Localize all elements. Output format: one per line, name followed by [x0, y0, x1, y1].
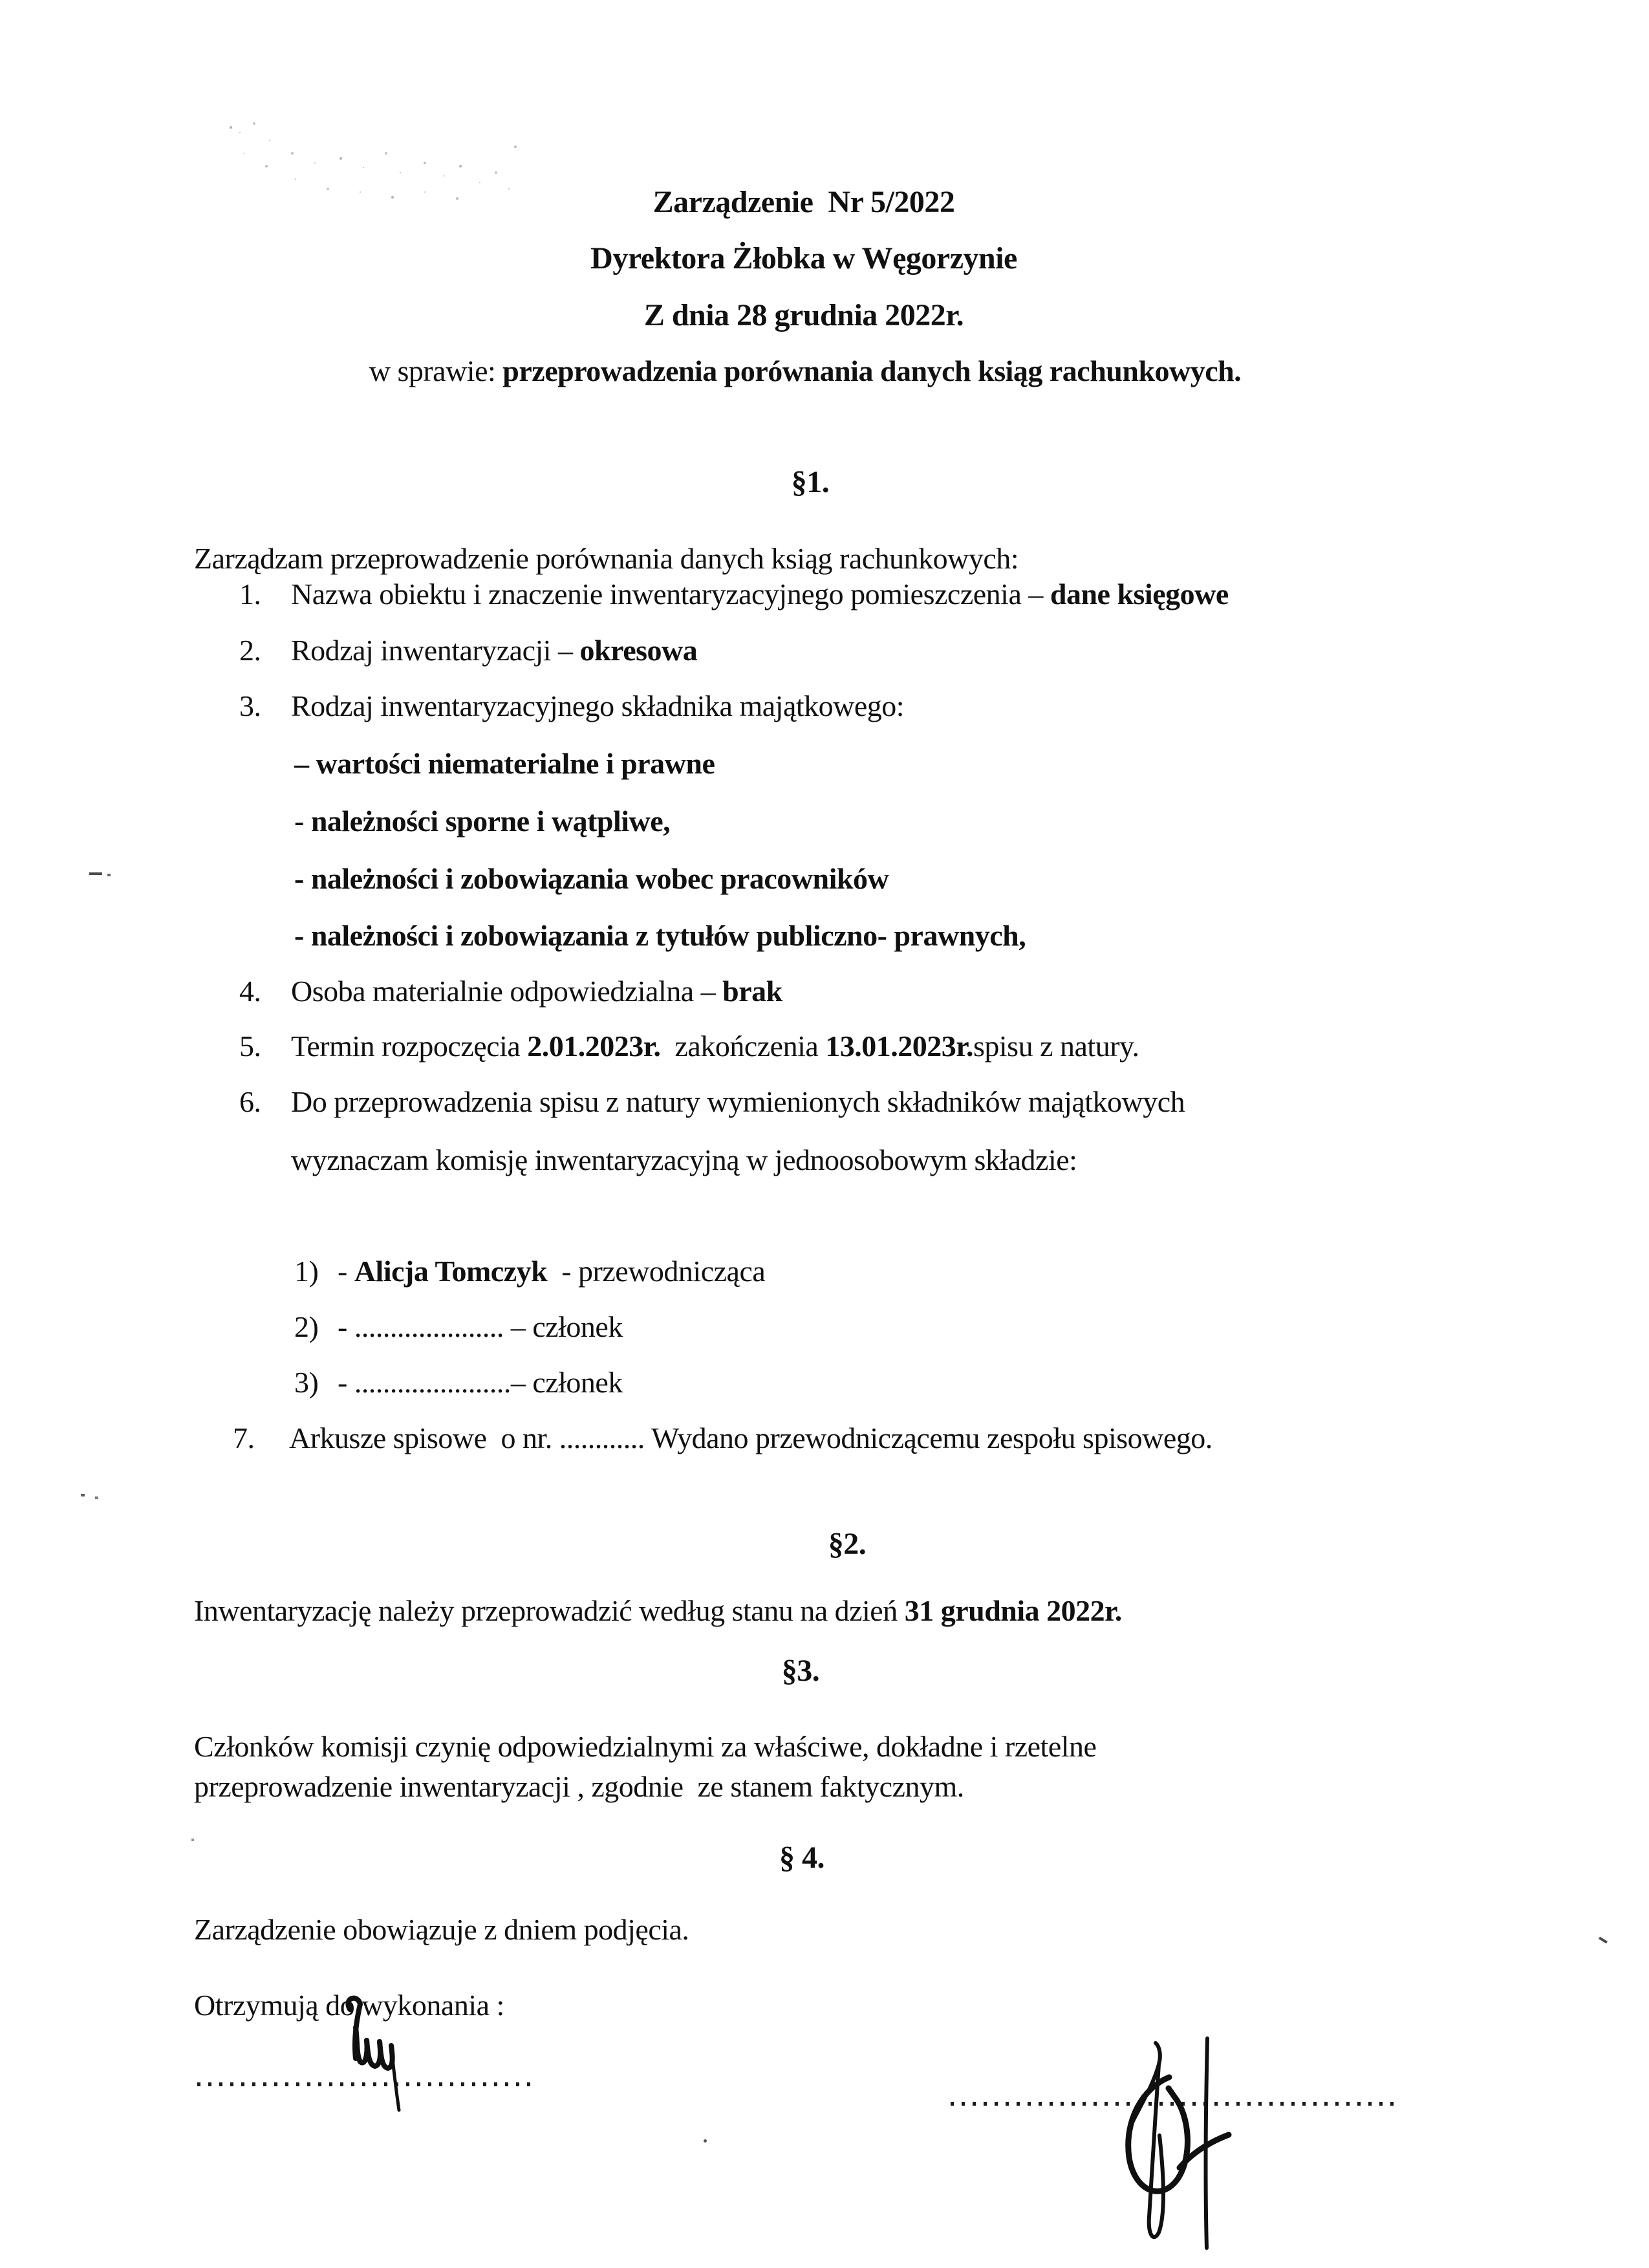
item-number: 2. [239, 634, 261, 667]
list-item [233, 1421, 1212, 1456]
dash-item: – wartości niematerialne i prawne [294, 747, 715, 780]
title-line-1: Zarządzenie Nr 5/2022 [652, 185, 955, 219]
item-text: Rodzaj inwentaryzacyjnego składnika majątkowego: [291, 689, 905, 722]
section-4-body: Zarządzenie obowiązuje z dniem podjęcia. [194, 1913, 689, 1946]
section-2-body [194, 1594, 1122, 1628]
section-3-body-line-1: Członków komisji czynię odpowiedzialnymi za właściwe, dokładne i rzetelne [194, 1730, 1097, 1763]
section-1-intro: Zarządzam przeprowadzenie porównania danych ksiąg rachunkowych: [194, 542, 1019, 575]
title-line-2: Dyrektora Żłobka w Węgorzynie [590, 241, 1017, 275]
subject-prefix: w sprawie: [369, 354, 503, 387]
committee-member [294, 1255, 765, 1289]
item-text: Nazwa obiektu i znaczenie inwentaryzacyjnego pomieszczenia – [291, 578, 1050, 610]
scan-artifact-dot [95, 1496, 98, 1499]
member-number: 2) [294, 1310, 319, 1343]
item-text: Osoba materialnie odpowiedzialna – [291, 975, 723, 1008]
end-date: 13.01.2023r. [825, 1030, 973, 1063]
list-item-continuation: wyznaczam komisję inwentaryzacyjną w jednoosobowym składzie: [291, 1143, 1077, 1176]
member-number: 3) [294, 1366, 319, 1399]
dash-item: - należności i zobowiązania z tytułów publiczno- prawnych, [294, 919, 1026, 952]
section-1-heading: §1. [791, 465, 830, 499]
item-text-bold: dane księgowe [1050, 578, 1229, 610]
handwritten-signature-left [327, 1995, 430, 2124]
item-text: spisu z natury. [973, 1030, 1139, 1063]
member-number: 1) [294, 1255, 319, 1288]
start-date: 2.01.2023r. [527, 1030, 661, 1063]
item-number: 6. [239, 1085, 261, 1118]
list-item [239, 578, 1229, 612]
dash-item: - należności i zobowiązania wobec pracowników [294, 862, 889, 895]
committee-member [294, 1310, 623, 1345]
section-2-heading: §2. [828, 1527, 867, 1561]
item-text: zakończenia [660, 1030, 826, 1063]
item-text: Termin rozpoczęcia [291, 1030, 528, 1063]
item-text-bold: okresowa [579, 634, 698, 667]
dash-item: - należności sporne i wątpliwe, [294, 805, 671, 837]
member-name: Alicja Tomczyk [354, 1255, 548, 1288]
item-number: 3. [239, 689, 261, 722]
item-number: 5. [239, 1030, 261, 1063]
member-text: - [330, 1255, 354, 1288]
member-text: - ......................– członek [330, 1366, 623, 1399]
item-number: 1. [239, 578, 261, 610]
scan-artifact-dot [191, 1839, 194, 1841]
body-text: Inwentaryzację należy przeprowadzić według stanu na dzień [194, 1594, 905, 1627]
section-3-heading: §3. [781, 1654, 820, 1688]
section-3-body-line-2: przeprowadzenie inwentaryzacji , zgodnie ze stanem faktycznym. [194, 1770, 964, 1803]
scan-artifact-tick [1599, 1937, 1608, 1944]
member-text: - ..................... – członek [330, 1310, 623, 1343]
item-text: Do przeprowadzenia spisu z natury wymienionych składników majątkowych [291, 1085, 1185, 1118]
list-item [239, 1030, 1139, 1064]
list-item [239, 689, 904, 724]
list-item [239, 634, 697, 668]
scan-artifact-dot [704, 2139, 707, 2143]
subject-line [0, 354, 1630, 389]
item-number: 7. [233, 1421, 255, 1454]
item-text-bold: brak [722, 975, 782, 1008]
title-line-3: Z dnia 28 grudnia 2022r. [643, 298, 964, 332]
scan-artifact-dot [81, 1494, 85, 1496]
committee-member [294, 1366, 623, 1400]
section-4-heading: § 4. [779, 1841, 824, 1875]
list-item [239, 1085, 1185, 1119]
subject-bold: przeprowadzenia porównania danych ksiąg rachunkowych. [502, 354, 1242, 387]
distribution-line: Otrzymują do wykonania : [194, 1989, 504, 2022]
item-number: 4. [239, 975, 261, 1008]
scan-artifact-dash [89, 872, 102, 875]
member-role: - przewodnicząca [547, 1255, 766, 1288]
scan-artifact-dot [107, 874, 111, 876]
handwritten-signature-right [1119, 2037, 1242, 2251]
inventory-date: 31 grudnia 2022r. [904, 1594, 1122, 1627]
list-item [239, 975, 782, 1009]
item-text: Arkusze spisowe o nr. ............ Wydano przewodniczącemu zespołu spisowego. [289, 1421, 1212, 1454]
item-text: Rodzaj inwentaryzacji – [291, 634, 580, 667]
